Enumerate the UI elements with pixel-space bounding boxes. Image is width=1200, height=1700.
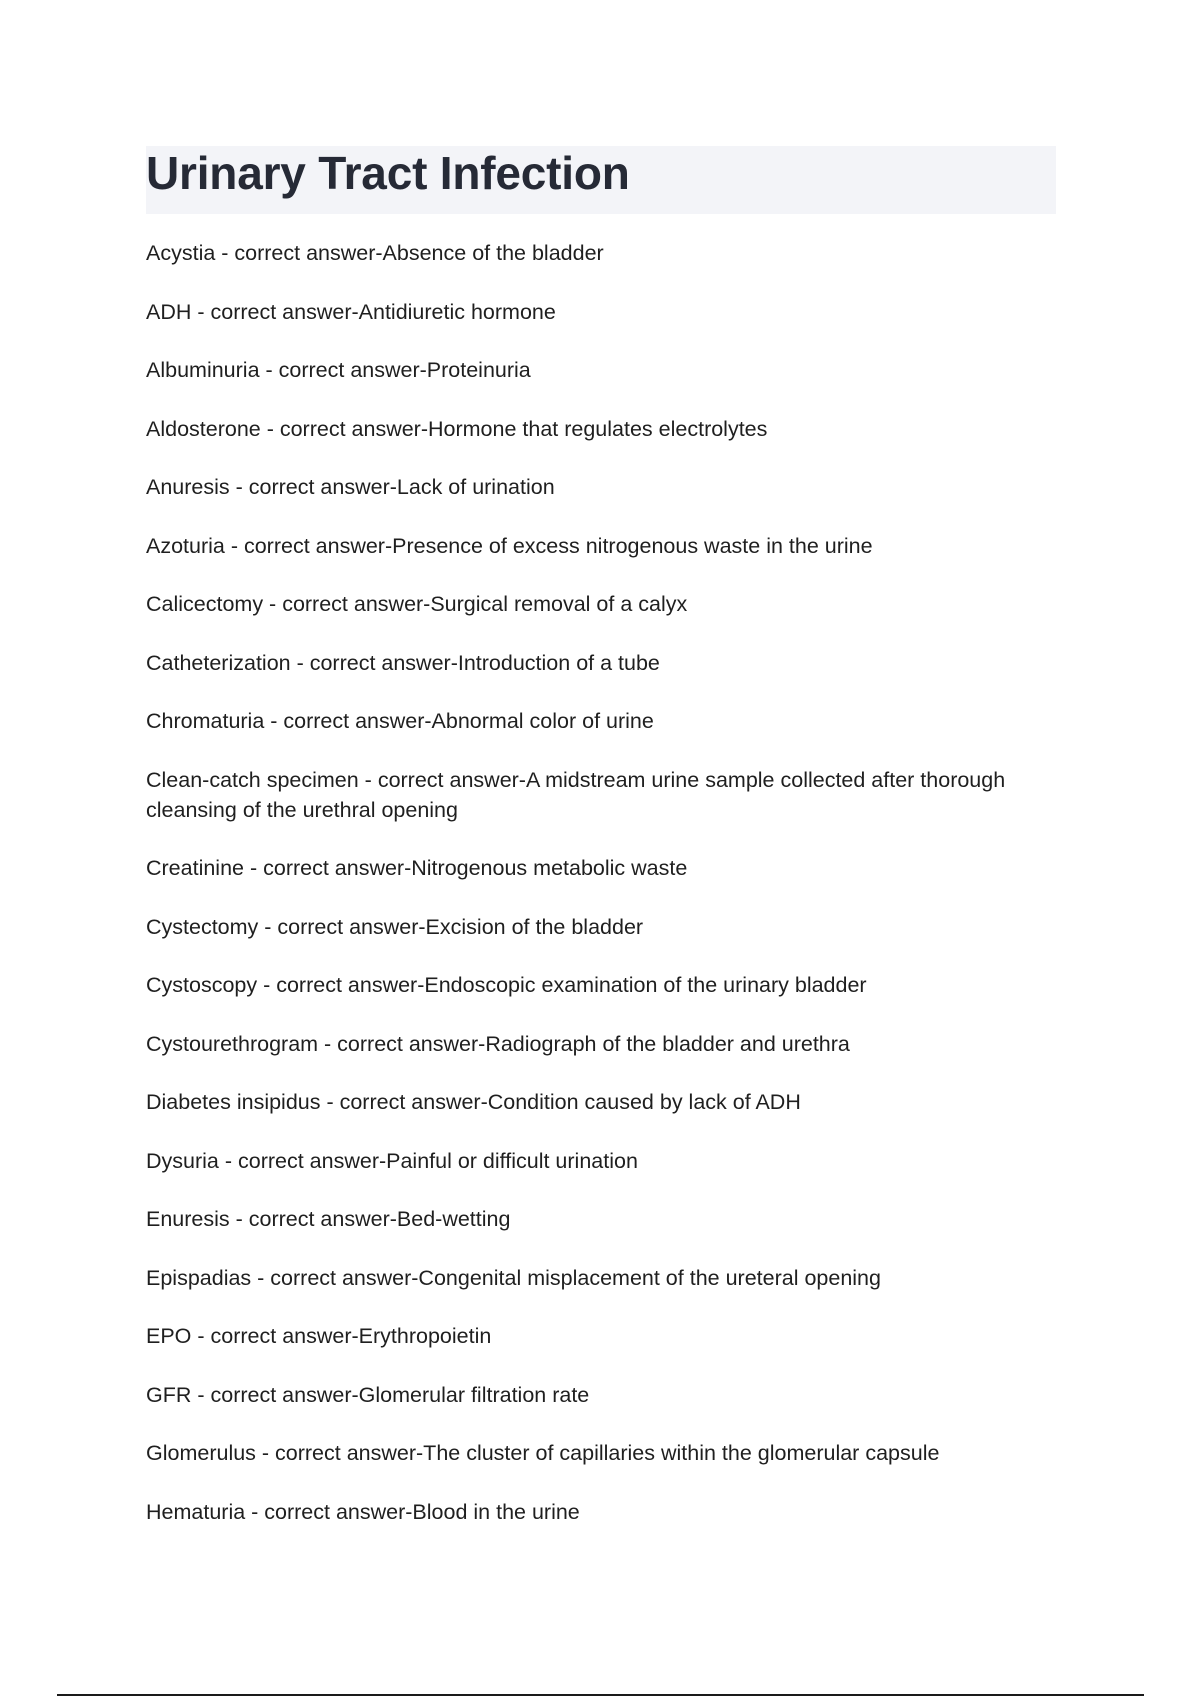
list-item: Chromaturia - correct answer-Abnormal color of urine	[146, 709, 654, 733]
list-item: Anuresis - correct answer-Lack of urination	[146, 475, 555, 499]
list-item: Enuresis - correct answer-Bed-wetting	[146, 1207, 511, 1231]
title-banner	[146, 146, 1056, 214]
list-item: Hematuria - correct answer-Blood in the urine	[146, 1499, 580, 1524]
list-item: EPO - correct answer-Erythropoietin	[146, 1324, 492, 1348]
list-item: Diabetes insipidus - correct answer-Condition caused by lack of ADH	[146, 1090, 801, 1114]
list-item: Cystectomy - correct answer-Excision of the bladder	[146, 914, 644, 939]
list-item: Glomerulus - correct answer-The cluster of capillaries within the glomerular capsule	[146, 1441, 940, 1465]
list-item: GFR - correct answer-Glomerular filtration rate	[146, 1382, 590, 1407]
list-item: Aldosterone - correct answer-Hormone that regulates electrolytes	[146, 416, 768, 441]
list-item: Dysuria - correct answer-Painful or difficult urination	[146, 1148, 638, 1173]
page-title: Urinary Tract Infection	[146, 147, 630, 199]
list-item: Cystourethrogram - correct answer-Radiograph of the bladder and urethra	[146, 1031, 850, 1056]
list-item: Clean-catch specimen - correct answer-A midstream urine sample collected after thorough cleansing of the urethral opening	[146, 767, 1006, 822]
list-item: Acystia - correct answer-Absence of the bladder	[146, 241, 604, 265]
list-item: Albuminuria - correct answer-Proteinuria	[146, 358, 531, 382]
list-item: Calicectomy - correct answer-Surgical removal of a calyx	[146, 592, 688, 616]
flashcard-list	[146, 238, 1046, 1555]
list-item: Creatinine - correct answer-Nitrogenous metabolic waste	[146, 856, 688, 880]
list-item: Catheterization - correct answer-Introduction of a tube	[146, 650, 660, 675]
footer-divider	[57, 1694, 1144, 1696]
list-item: Azoturia - correct answer-Presence of excess nitrogenous waste in the urine	[146, 533, 873, 558]
list-item: Cystoscopy - correct answer-Endoscopic examination of the urinary bladder	[146, 973, 867, 997]
list-item: Epispadias - correct answer-Congenital misplacement of the ureteral opening	[146, 1265, 881, 1290]
list-item: ADH - correct answer-Antidiuretic hormone	[146, 299, 556, 324]
